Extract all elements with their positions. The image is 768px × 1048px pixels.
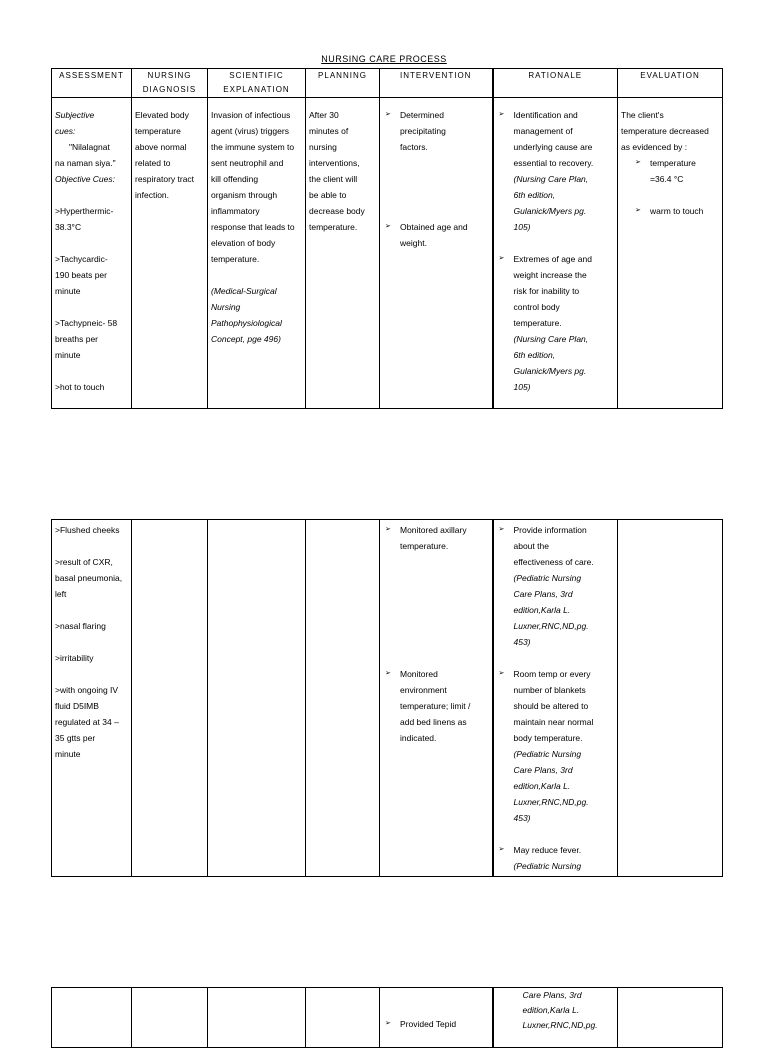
- care-plan-table-page-3: [51, 987, 723, 1048]
- scientific-explanation-cell: Invasion of infectious agent (virus) triggers the immune system to sent neutrophil and kill offending organism through inflammatory response that leads to elevation of body temperature. (Medical-Surgical Nursing Pathophysiological Concept, pge 496): [208, 98, 306, 409]
- cue-item: >Tachypneic- 58: [55, 318, 118, 328]
- scientific-explanation-cell: [208, 988, 306, 1048]
- header-rationale: RATIONALE: [493, 69, 618, 98]
- header-row: [52, 69, 723, 98]
- scientific-reference: (Medical-Surgical: [211, 286, 277, 296]
- rationale-item: ➢ Room temp or every number of blankets should be altered to maintain near normal body temperature. (Pediatric Nursing Care Plans, 3rd edition,Karla L. Luxner,RNC,ND,pg. 453): [497, 666, 615, 826]
- header-assessment: ASSESSMENT: [52, 69, 132, 98]
- content-row: [52, 98, 723, 409]
- cue-item: >Tachycardic-: [55, 254, 108, 264]
- header-evaluation: EVALUATION: [618, 69, 723, 98]
- care-plan-table-page-1: [51, 68, 723, 409]
- cue-item: >with ongoing IV: [55, 685, 119, 695]
- header-scientific-explanation: SCIENTIFIC EXPLANATION: [208, 69, 306, 98]
- planning-cell: [306, 520, 380, 877]
- evaluation-item: ➢ temperature =36.4 °C: [633, 155, 719, 187]
- rationale-item: ➢ Extremes of age and weight increase the risk for inability to control body temperature. (Nursing Care Plan, 6th edition, Gulanick/Myers pg. 105): [497, 251, 615, 395]
- rationale-cell: Care Plans, 3rd edition,Karla L. Luxner,RNC,ND,pg.: [493, 988, 618, 1048]
- nursing-diagnosis-cell: [132, 988, 208, 1048]
- rationale-item: ➢ May reduce fever. (Pediatric Nursing: [497, 842, 615, 874]
- cue-item: >Flushed cheeks: [55, 525, 120, 535]
- rationale-item: ➢ Identification and management of underlying cause are essential to recovery. (Nursing Care Plan, 6th edition, Gulanick/Myers pg. 105): [497, 107, 615, 235]
- intervention-item: ➢ Obtained age and weight.: [383, 219, 489, 251]
- evaluation-cell: [618, 988, 723, 1048]
- evaluation-item: ➢ warm to touch: [633, 203, 719, 219]
- intervention-item: ➢ Determined precipitating factors.: [383, 107, 489, 155]
- subjective-label: Subjective: [55, 110, 95, 120]
- cue-item: >Hyperthermic-: [55, 206, 114, 216]
- scientific-explanation-cell: [208, 520, 306, 877]
- header-planning: PLANNING: [306, 69, 380, 98]
- intervention-item: ➢ Monitored environment temperature; limit / add bed linens as indicated.: [383, 666, 489, 746]
- intervention-cell: [380, 98, 493, 409]
- subjective-quote: "Nilalagnat: [69, 142, 110, 152]
- content-row: [52, 520, 723, 877]
- header-intervention: INTERVENTION: [380, 69, 493, 98]
- planning-cell: After 30 minutes of nursing interventions, the client will be able to decrease body temperature.: [306, 98, 380, 409]
- intervention-item: ➢ Monitored axillary temperature.: [383, 522, 489, 554]
- rationale-cell: [493, 520, 618, 877]
- rationale-cell: [493, 98, 618, 409]
- cue-item: >hot to touch: [55, 382, 105, 392]
- objective-label: Objective Cues:: [55, 174, 115, 184]
- cue-item: >irritability: [55, 653, 94, 663]
- intervention-item: ➢ Provided Tepid: [383, 1016, 489, 1032]
- document-title: NURSING CARE PROCESS: [321, 54, 447, 64]
- header-nursing-diagnosis: NURSING DIAGNOSIS: [132, 69, 208, 98]
- evaluation-cell: The client's temperature decreased as evidenced by : ➢ temperature =36.4 °C ➢ warm to touch: [618, 98, 723, 409]
- intervention-cell: [380, 988, 493, 1048]
- evaluation-cell: [618, 520, 723, 877]
- assessment-cell: [52, 988, 132, 1048]
- assessment-cell: Subjective cues: "Nilalagnat na naman siya." Objective Cues: >Hyperthermic- 38.3°C >Tachycardic- 190 beats per minute >Tachypneic- 58 breaths per minute >hot to touch: [52, 98, 132, 409]
- intervention-cell: [380, 520, 493, 877]
- nursing-diagnosis-cell: [132, 520, 208, 877]
- planning-cell: [306, 988, 380, 1048]
- nursing-diagnosis-cell: Elevated body temperature above normal related to respiratory tract infection.: [132, 98, 208, 409]
- care-plan-table-page-2: [51, 519, 723, 877]
- rationale-item: ➢ Provide information about the effectiveness of care. (Pediatric Nursing Care Plans, 3rd edition,Karla L. Luxner,RNC,ND,pg. 453): [497, 522, 615, 650]
- cue-item: >result of CXR,: [55, 557, 113, 567]
- content-row: [52, 988, 723, 1048]
- assessment-cell: >Flushed cheeks >result of CXR, basal pneumonia, left >nasal flaring >irritability >with ongoing IV fluid D5IMB regulated at 34 – 35 gtts per minute: [52, 520, 132, 877]
- cue-item: >nasal flaring: [55, 621, 106, 631]
